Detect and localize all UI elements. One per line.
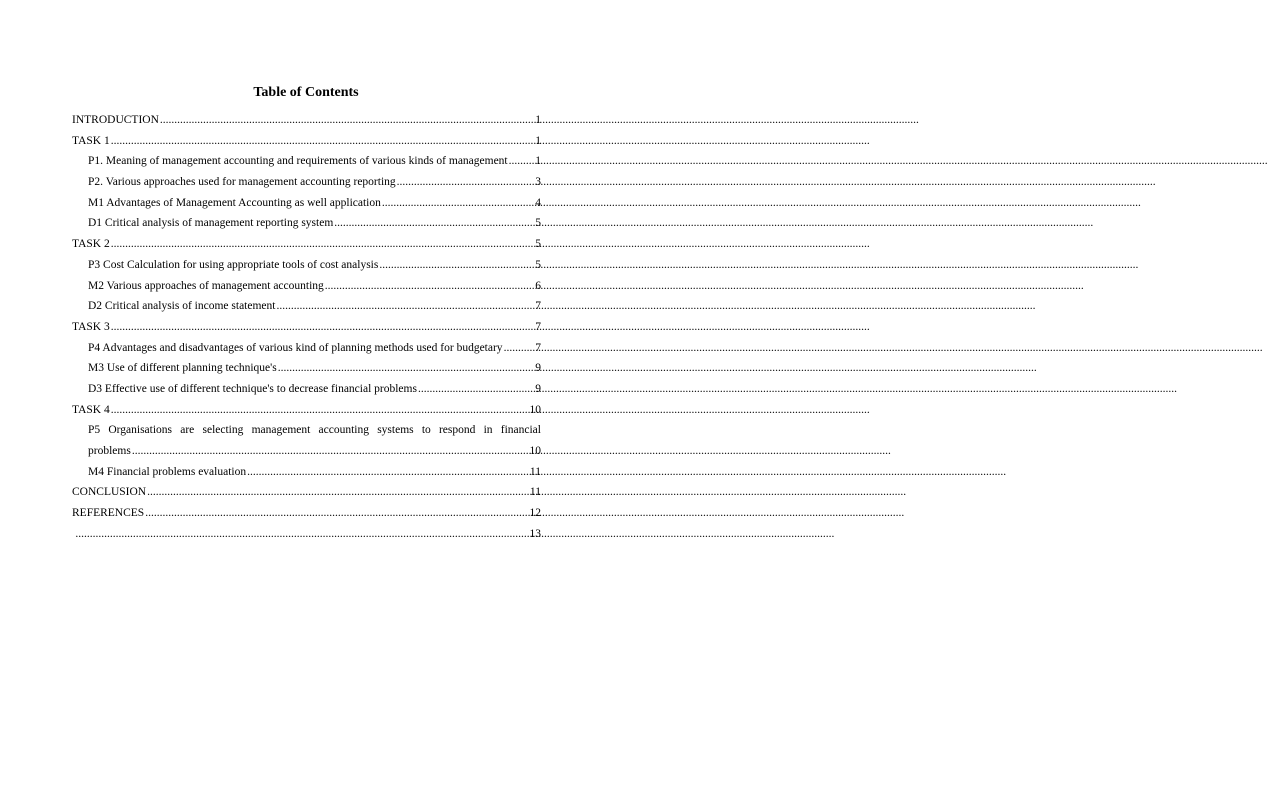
toc-entry-p4[interactable] — [72, 341, 541, 362]
toc-word: management — [251, 424, 311, 437]
toc-title: Table of Contents — [253, 85, 359, 100]
toc-word: Organisations — [108, 424, 173, 437]
toc-word: are — [180, 424, 195, 437]
toc-list — [72, 113, 541, 547]
toc-entry-page: 11 — [529, 465, 541, 478]
toc-leader — [397, 175, 535, 189]
toc-word: selecting — [202, 424, 244, 437]
toc-entry-label: TASK 1 — [72, 134, 110, 147]
toc-entry-label: P3 Cost Calculation for using appropriate tools of cost analysis — [88, 258, 379, 271]
toc-entry-page: 1 — [535, 134, 541, 147]
toc-entry-m2[interactable] — [72, 279, 541, 300]
toc-entry-d1[interactable] — [72, 216, 541, 237]
toc-entry-label: TASK 2 — [72, 238, 110, 251]
toc-entry-page: 12 — [529, 507, 541, 520]
toc-entry-introduction[interactable] — [72, 113, 541, 134]
toc-leader — [325, 279, 534, 293]
toc-entry-page: 9 — [535, 382, 541, 395]
toc-entry-page: 5 — [535, 238, 541, 251]
toc-entry-page: 5 — [535, 217, 541, 230]
toc-word: financial — [500, 424, 541, 437]
toc-word: respond — [438, 424, 476, 437]
toc-entry-label: D3 Effective use of different technique's to decrease financial problems — [88, 382, 417, 395]
toc-word: systems — [377, 424, 414, 437]
toc-entry-page: 11 — [529, 486, 541, 499]
toc-entry-m1[interactable] — [72, 196, 541, 217]
toc-word: to — [421, 424, 431, 437]
toc-entry-page: 10 — [529, 403, 541, 416]
toc-leader — [509, 154, 535, 168]
toc-entry-page: 7 — [535, 320, 541, 333]
toc-entry-label: INTRODUCTION — [72, 114, 159, 126]
toc-entry-label: problems — [88, 445, 131, 457]
toc-word: P5 — [88, 424, 101, 437]
toc-leader — [147, 485, 529, 499]
toc-entry-page: 4 — [535, 196, 541, 209]
toc-entry-label-line2 — [88, 444, 541, 465]
toc-leader — [379, 258, 534, 272]
toc-leader — [382, 196, 534, 210]
toc-leader — [276, 299, 534, 313]
toc-entry-task-1[interactable] — [72, 134, 541, 155]
toc-entry-page: 10 — [529, 445, 541, 457]
toc-word: accounting — [318, 424, 369, 437]
toc-leader — [160, 113, 534, 127]
toc-entry-m3[interactable] — [72, 361, 541, 382]
toc-leader — [111, 237, 535, 251]
toc-entry-d3[interactable] — [72, 382, 541, 403]
toc-entry-page: 1 — [535, 155, 541, 168]
toc-entry-page: 7 — [535, 341, 541, 354]
toc-leader — [145, 506, 528, 520]
toc-entry-task-3[interactable] — [72, 320, 541, 341]
toc-leader — [247, 465, 529, 479]
toc-entry-label: TASK 4 — [72, 403, 110, 416]
toc-entry-label: P1. Meaning of management accounting and requirements of various kinds of management — [88, 155, 508, 168]
toc-entry-label: TASK 3 — [72, 320, 110, 333]
toc-entry-m4[interactable] — [72, 465, 541, 486]
toc-entry-d2[interactable] — [72, 299, 541, 320]
toc-leader — [132, 444, 529, 458]
toc-entry-label: D1 Critical analysis of management reporting system — [88, 217, 334, 230]
toc-entry-label: P4 Advantages and disadvantages of various kind of planning methods used for budgetary — [88, 341, 503, 354]
toc-entry-page: 1 — [535, 114, 541, 126]
toc-entry-label: CONCLUSION — [72, 486, 147, 499]
toc-entry-page: 13 — [529, 527, 541, 540]
toc-entry-label: M2 Various approaches of management accounting — [88, 279, 324, 292]
toc-leader — [75, 527, 528, 541]
toc-entry-label: D2 Critical analysis of income statement — [88, 300, 276, 313]
toc-entry-page: 5 — [535, 258, 541, 271]
toc-entry-untitled[interactable] — [72, 527, 541, 548]
toc-leader — [504, 341, 535, 355]
toc-entry-page: 9 — [535, 362, 541, 375]
toc-entry-label: M3 Use of different planning technique's — [88, 362, 277, 375]
toc-entry-task-2[interactable] — [72, 237, 541, 258]
toc-entry-p3[interactable] — [72, 258, 541, 279]
toc-entry-label: M4 Financial problems evaluation — [88, 465, 247, 478]
toc-leader — [111, 320, 535, 334]
toc-leader — [278, 361, 535, 375]
toc-leader — [334, 216, 534, 230]
toc-entry-page: 6 — [535, 279, 541, 292]
toc-entry-p5[interactable] — [72, 423, 541, 464]
toc-entry-p2[interactable] — [72, 175, 541, 196]
toc-entry-label-line1 — [88, 423, 541, 444]
toc-entry-label: REFERENCES — [72, 507, 145, 520]
toc-word: in — [483, 424, 493, 437]
toc-leader — [111, 403, 529, 417]
toc-entry-task-4[interactable] — [72, 403, 541, 424]
toc-entry-page: 3 — [535, 176, 541, 189]
toc-entry-label: M1 Advantages of Management Accounting as well application — [88, 196, 381, 209]
toc-entry-label: P2. Various approaches used for management accounting reporting — [88, 176, 396, 189]
toc-entry-page: 7 — [535, 300, 541, 313]
toc-entry-conclusion[interactable] — [72, 485, 541, 506]
toc-entry-p1[interactable] — [72, 154, 541, 175]
toc-leader — [111, 134, 535, 148]
toc-entry-references[interactable] — [72, 506, 541, 527]
toc-leader — [418, 382, 534, 396]
